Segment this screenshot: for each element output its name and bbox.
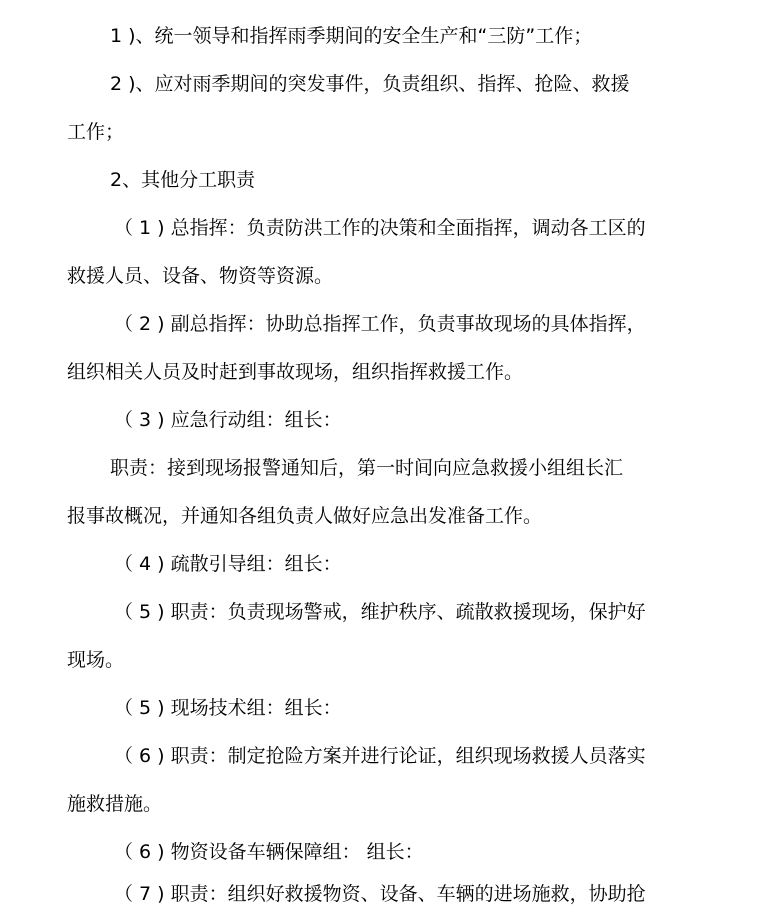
paragraph-line: （ 3 ) 应急行动组：组长： <box>114 409 342 431</box>
paragraph-line: （ 7 ) 职责：组织好救援物资、设备、车辆的进场施救，协助抢 <box>114 883 646 905</box>
paragraph-line: 工作； <box>67 121 125 143</box>
paragraph-line: （ 6 ) 职责：制定抢险方案并进行论证，组织现场救援人员落实 <box>114 745 646 767</box>
paragraph-line: （ 5 ) 职责：负责现场警戒，维护秩序、疏散救援现场，保护好 <box>114 601 646 623</box>
paragraph-line: （ 2 ) 副总指挥：协助总指挥工作，负责事故现场的具体指挥， <box>114 313 646 335</box>
paragraph-line: 2 )、应对雨季期间的突发事件，负责组织、指挥、抢险、救援 <box>110 73 630 95</box>
paragraph-line: 报事故概况，并通知各组负责人做好应急出发准备工作。 <box>67 505 543 527</box>
paragraph-line: （ 4 ) 疏散引导组：组长： <box>114 553 342 575</box>
paragraph-line: （ 1 ) 总指挥：负责防洪工作的决策和全面指挥，调动各工区的 <box>114 217 646 239</box>
paragraph-line: 职责：接到现场报警通知后，第一时间向应急救援小组组长汇 <box>110 457 624 479</box>
paragraph-line: （ 6 ) 物资设备车辆保障组： 组长： <box>114 841 424 863</box>
paragraph-line: 组织相关人员及时赶到事故现场，组织指挥救援工作。 <box>67 361 524 383</box>
paragraph-line: （ 5 ) 现场技术组：组长： <box>114 697 342 719</box>
paragraph-line: 1 )、统一领导和指挥雨季期间的安全生产和“三防”工作； <box>110 25 593 47</box>
paragraph-line: 救援人员、设备、物资等资源。 <box>67 265 334 287</box>
paragraph-line: 现场。 <box>67 649 125 671</box>
paragraph-line: 施救措施。 <box>67 793 163 815</box>
section-heading: 2、其他分工职责 <box>110 169 256 191</box>
